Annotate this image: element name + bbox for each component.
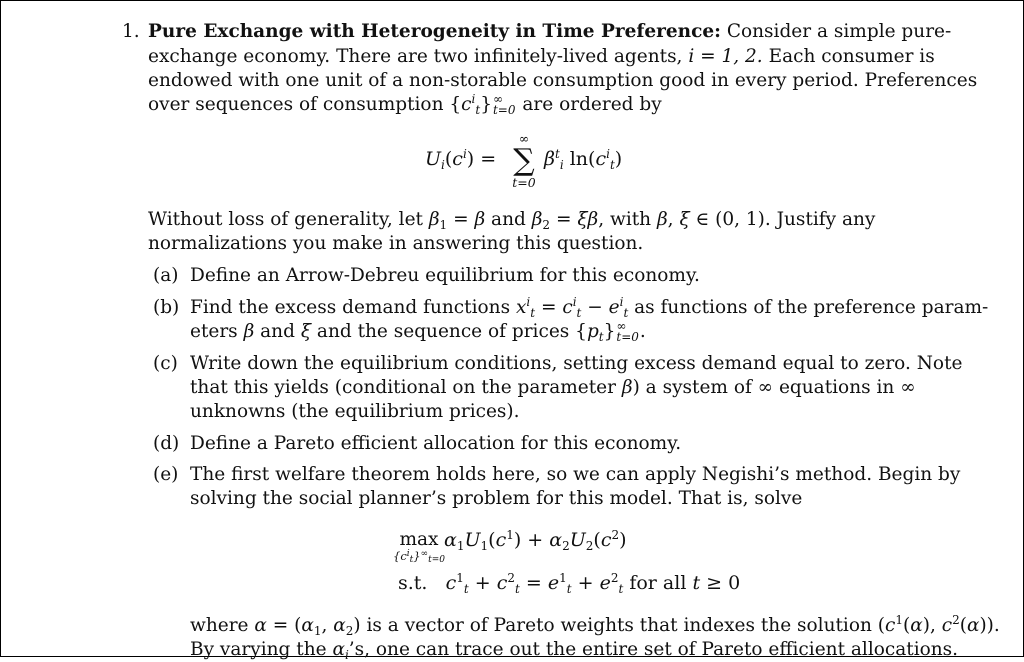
part-b-text-5: and the sequence of prices: [311, 321, 576, 342]
sum-lower-limit: t=0: [512, 175, 536, 190]
problem-title: Pure Exchange with Heterogeneity in Time Preference:: [148, 21, 721, 42]
utility-rhs: $\beta^t_i$ $\ln(c^i_t)$: [544, 147, 623, 172]
each-consumer-text: Each consumer is: [762, 46, 935, 67]
part-b-text-4: and: [254, 321, 301, 342]
intro-text-4: over sequences of consumption: [148, 94, 450, 115]
part-e-text-5: By varying the: [190, 639, 333, 660]
part-d-label: (d): [153, 433, 180, 454]
ordered-by-text: are ordered by: [516, 94, 662, 115]
normalization-text-1: Without loss of generality, let: [148, 209, 429, 230]
part-e-line-4: By varying the $\alpha_i’s$, one can trace out the entire set of Pareto efficient allocations.: [190, 639, 959, 662]
part-b-line-2: eters β and ξ and the sequence of prices $\{p_t\}$ ∞ t=0 .: [190, 319, 646, 344]
problem-line-2: [148, 45, 935, 69]
part-c-text-3: ) a system of ∞ equations in ∞: [632, 377, 916, 398]
problem-line-1: [148, 20, 951, 44]
summation-sign: ∞ ∑ t=0: [504, 132, 544, 190]
part-c-line-1: Write down the equilibrium conditions, setting excess demand equal to zero. Note: [190, 353, 963, 374]
intro-text-1: Consider a simple pure-: [720, 21, 952, 42]
max-operator: max $\{c^i_t\}^\infty_{t=0}$: [393, 529, 445, 565]
part-e-line-3: where $\alpha = (\alpha_1$, $\alpha_2$) is a vector of Pareto weights that indexes the solution ($c^1(\alpha)$, $c^2(\alpha)$).: [190, 613, 1000, 638]
sum-upper-limit: ∞: [518, 131, 530, 146]
part-a-label: (a): [153, 265, 179, 286]
part-b-text-2: as functions of the preference param-: [628, 297, 989, 318]
for-all-text: for all: [623, 572, 693, 594]
part-b-text-1: Find the excess demand functions: [190, 297, 516, 318]
intro-text-2: exchange economy. There are two infinitely-lived agents,: [148, 46, 689, 67]
part-c-line-3: unknowns (the equilibrium prices).: [190, 401, 520, 422]
part-e-text-6: ’s, one can trace out the entire set of Pareto efficient allocations.: [348, 639, 959, 660]
part-e-text-3: where: [190, 615, 255, 636]
part-e-label: (e): [153, 464, 179, 485]
part-a-text: Define an Arrow-Debreu equilibrium for this economy.: [190, 265, 700, 286]
part-c-line-2: that this yields (conditional on the parameter β) a system of ∞ equations in ∞: [190, 377, 916, 398]
max-word: max: [399, 529, 439, 550]
part-b-text-3: eters: [190, 321, 244, 342]
normalization-and: and: [485, 209, 532, 230]
st-label: s.t.: [398, 572, 428, 594]
part-b-label: (b): [153, 297, 180, 318]
part-b-line-1: Find the excess demand functions $x^i_t = c^i_t - e^i_t$ as functions of the preference param-: [190, 295, 989, 320]
normalization-set: ∈ (0, 1).: [689, 209, 771, 230]
agents-index: i = 1, 2.: [688, 46, 763, 67]
problem-line-3: endowed with one unit of a non-storable consumption good in every period. Preferences: [148, 70, 978, 91]
utility-lhs: U: [425, 148, 442, 170]
normalization-tail: Justify any: [770, 209, 876, 230]
part-e-line-2: solving the social planner’s problem for this model. That is, solve: [190, 488, 803, 509]
normalization-line-2: normalizations you make in answering this question.: [148, 233, 644, 254]
normalization-line-1: Without loss of generality, let $\beta_1 = \beta$ and $\beta_2 = \xi\beta$, with β, ξ ∈ (0, 1). Justify any: [148, 209, 876, 232]
utility-formula: $U_i(c^i)$ =: [425, 147, 497, 172]
problem-line-4: [148, 93, 662, 117]
consumption-sequence-math: $\{c^i_t\}$ ∞ t=0: [449, 92, 516, 117]
part-e-text-4: is a vector of Pareto weights that indexes the solution: [360, 615, 878, 636]
part-d-text: Define a Pareto efficient allocation for this economy.: [190, 433, 682, 454]
planner-constraint: s.t. $c^1_t + c^2_t = e^1_t + e^2_t$ for all t ≥ 0: [398, 571, 741, 596]
part-c-label: (c): [153, 353, 178, 374]
log-term: ln(: [569, 148, 596, 170]
part-c-text-2: that this yields (conditional on the parameter: [190, 377, 622, 398]
problem-number: 1.: [122, 21, 140, 42]
normalization-with: , with: [598, 209, 657, 230]
part-e-line-1: The first welfare theorem holds here, so we can apply Negishi’s method. Begin by: [190, 464, 961, 485]
planner-objective: $\alpha_1U_1(c^1) + \alpha_2U_2(c^2)$: [444, 528, 627, 553]
